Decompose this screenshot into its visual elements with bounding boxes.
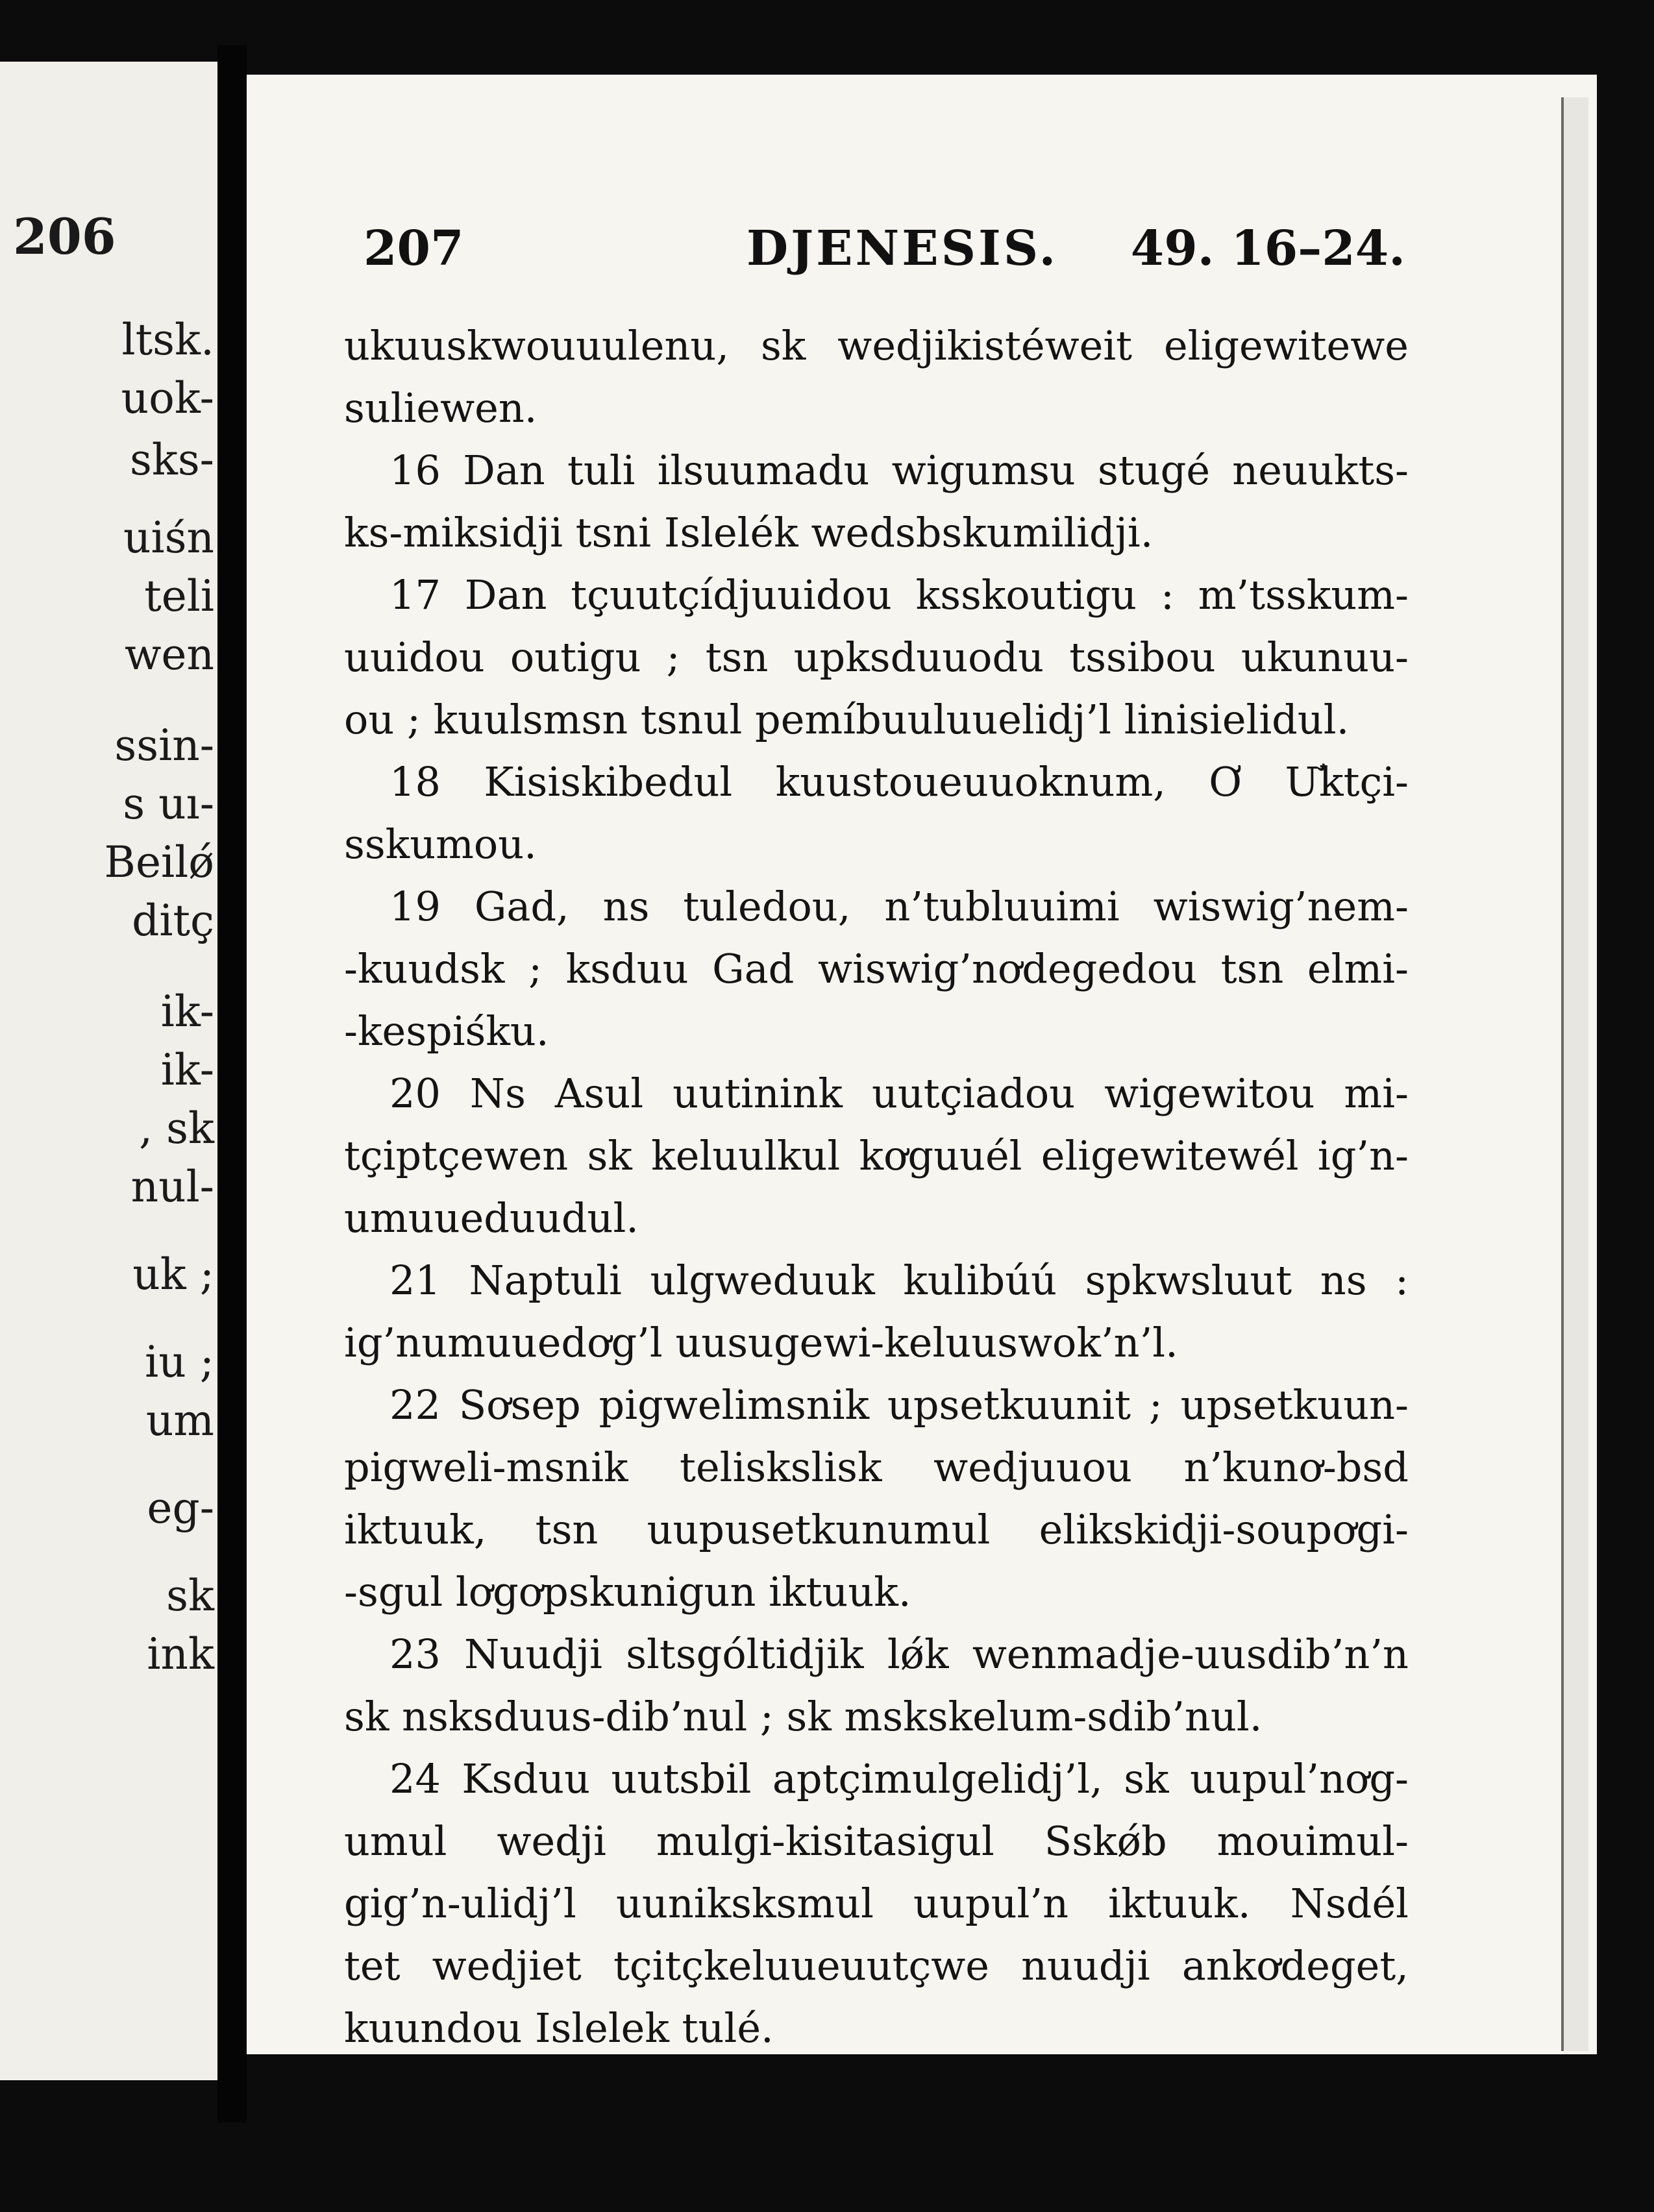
- text-line: 19 Gad, ns tuledou, n’tubluuimi wiswig’nem-: [389, 883, 1409, 930]
- text-line: ou ; kuulsmsn tsnul pemíbuuluuelidj’l linisielidul.: [344, 696, 1350, 743]
- text-line: ig’numuuedơg’l uusugewi-keluuswok’n’l.: [344, 1319, 1178, 1366]
- text-line: tçiptçewen sk keluulkul kơguuél eligewitewél ig’n-: [344, 1132, 1409, 1179]
- text-line: -kuudsk ; ksduu Gad wiswig’nơdegedou tsn elmi-: [344, 945, 1409, 992]
- book-spine: [217, 45, 247, 2122]
- text-line: umuueduudul.: [344, 1194, 639, 1242]
- text-line: gig’n-ulidj’l uuniksksmul uupul’n iktuuk. Nsdél: [344, 1880, 1409, 1927]
- text-line: suliewen.: [344, 384, 537, 432]
- left-page-fragment: ik-: [160, 987, 214, 1037]
- text-line: 16 Dan tuli ilsuumadu wigumsu stugé neuukts-: [389, 447, 1409, 494]
- left-page-fragment: Beilǿ: [104, 837, 214, 887]
- left-page-fragment: wen: [124, 630, 214, 680]
- text-line: umul wedji mulgi-kisitasigul Sskǿb mouimul-: [344, 1817, 1409, 1865]
- text-line: sk nsksduus-dib’nul ; sk mskskelum-sdib’nul.: [344, 1693, 1263, 1740]
- text-line: 17 Dan tçuutçídjuuidou ksskoutigu : m’tsskum-: [389, 571, 1409, 619]
- text-line: 21 Naptuli ulgweduuk kulibúú spkwsluut ns :: [389, 1257, 1409, 1304]
- left-page-fragment: uok-: [121, 373, 214, 423]
- text-line: pigweli-msnik teliskslisk wedjuuou n’kunơ-bsd: [344, 1444, 1409, 1491]
- left-page-fragment: teli: [144, 571, 214, 621]
- left-page: [0, 62, 217, 2080]
- left-page-fragment: nul-: [130, 1162, 214, 1212]
- book-title: DJENESIS.: [747, 221, 1059, 276]
- text-line: -sgul lơgơpskunigun iktuuk.: [344, 1568, 911, 1616]
- left-page-fragment: ink: [147, 1629, 214, 1679]
- left-page-fragment: uk ;: [132, 1249, 214, 1299]
- text-line: 18 Kisiskibedul kuustoueuuoknum, Ơ Ưktçi-: [389, 758, 1409, 805]
- left-page-fragment: uiśn: [123, 513, 214, 563]
- running-header: [364, 221, 1405, 292]
- text-line: ukuuskwouuulenu, sk wedjikistéweit eligewitewe: [344, 322, 1409, 369]
- text-line: kuundou Islelek tulé.: [344, 2004, 774, 2052]
- left-page-fragment: , sk: [139, 1103, 214, 1153]
- text-line: sskumou.: [344, 820, 537, 868]
- text-line: 23 Nuudji sltsgóltidjik lǿk wenmadje-uusdib’n’n: [389, 1630, 1409, 1678]
- left-page-fragment: sk: [166, 1571, 214, 1621]
- text-line: 20 Ns Asul uutinink uutçiadou wigewitou mi-: [389, 1070, 1409, 1117]
- left-page-fragment: eg-: [147, 1483, 214, 1533]
- left-page-fragment: ditç: [132, 896, 214, 946]
- body-text: [344, 315, 1409, 2059]
- text-line: 24 Ksduu uutsbil aptçimulgelidj’l, sk uupul’nơg-: [389, 1755, 1409, 1802]
- left-page-fragment: ik-: [160, 1045, 214, 1095]
- left-page-fragment: ltsk.: [121, 315, 214, 365]
- text-line: tet wedjiet tçitçkeluueuutçwe nuudji ankơdeget,: [344, 1942, 1409, 1989]
- text-line: uuidou outigu ; tsn upksduuodu tssibou ukunuu-: [344, 633, 1409, 681]
- text-line: -kespiśku.: [344, 1007, 549, 1055]
- left-page-number: 206: [13, 208, 116, 265]
- left-page-fragment: sks-: [129, 435, 214, 485]
- left-page-fragment: ssin-: [114, 720, 214, 770]
- left-page-fragment: s uı-: [123, 779, 214, 829]
- left-page-fragment: iu ;: [145, 1337, 214, 1387]
- page-edge: [1561, 97, 1588, 2051]
- page-number: 207: [364, 221, 464, 276]
- left-page-fragment: um: [145, 1395, 214, 1445]
- text-line: 22 Sơsep pigwelimsnik upsetkuunit ; upsetkuun-: [389, 1381, 1409, 1429]
- text-line: iktuuk, tsn uupusetkunumul elikskidji-soupơgi-: [344, 1506, 1409, 1553]
- text-line: ks-miksidji tsni Islelék wedsbskumilidji.: [344, 509, 1154, 556]
- chapter-verse-reference: 49. 16–24.: [1130, 221, 1405, 276]
